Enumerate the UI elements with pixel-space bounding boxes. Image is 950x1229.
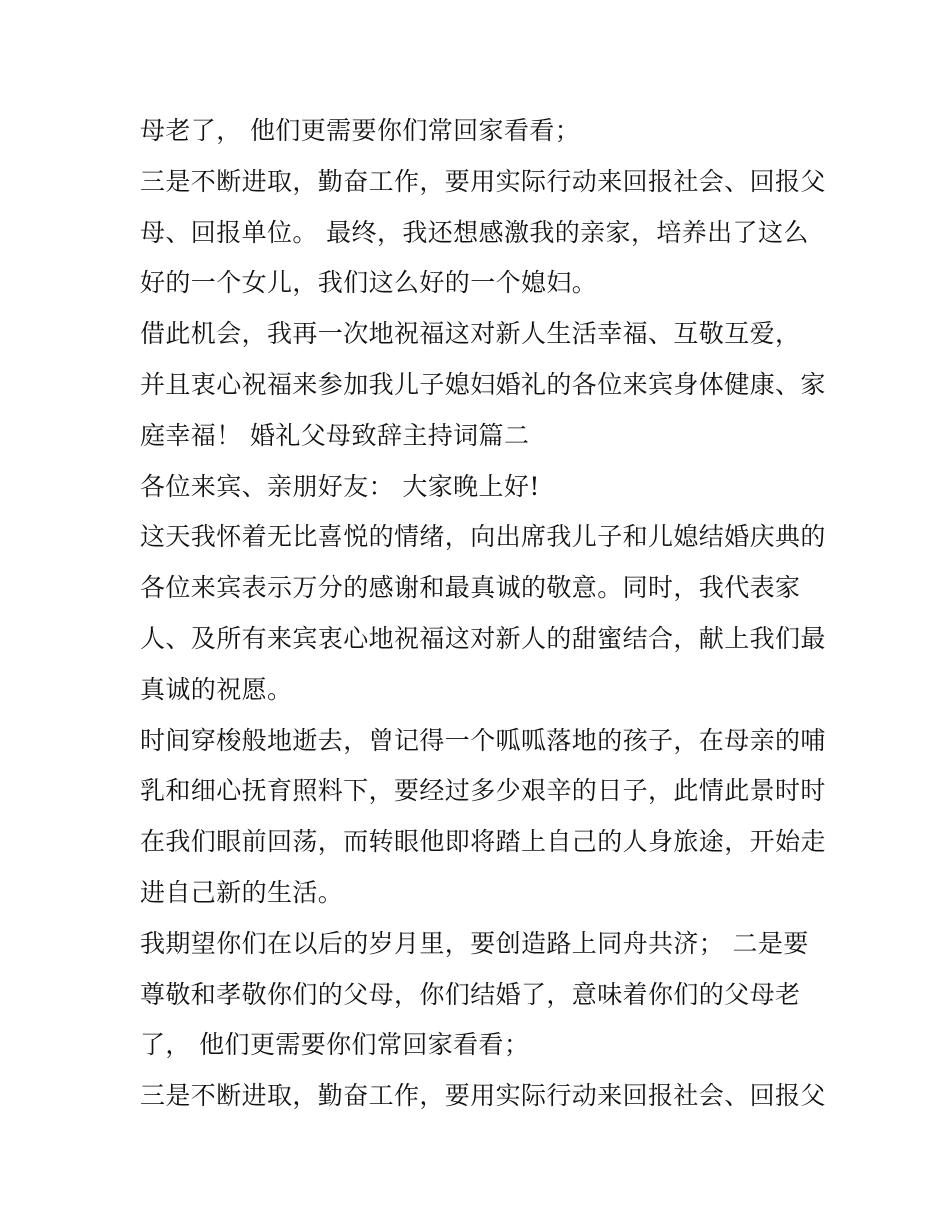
text-line: 人、及所有来宾衷心地祝福这对新人的甜蜜结合，献上我们最 xyxy=(140,623,826,653)
text-line: 进自己新的生活。 xyxy=(140,877,344,907)
text-line: 尊敬和孝敬你们的父母，你们结婚了，意味着你们的父母老 xyxy=(140,979,801,1009)
text-line: 这天我怀着无比喜悦的情绪，向出席我儿子和儿媳结婚庆典的 xyxy=(140,522,826,552)
text-line: 真诚的祝愿。 xyxy=(140,674,293,704)
text-line: 时间穿梭般地逝去，曾记得一个呱呱落地的孩子，在母亲的哺 xyxy=(140,725,826,755)
document-body xyxy=(140,106,826,1122)
text-line: 各位来宾、亲朋好友： 大家晚上好! xyxy=(140,471,540,501)
text-line: 我期望你们在以后的岁月里，要创造路上同舟共济； 二是要 xyxy=(140,928,809,958)
text-line: 母老了， 他们更需要你们常回家看看； xyxy=(140,116,581,145)
text-line: 了， 他们更需要你们常回家看看； xyxy=(140,1030,530,1060)
text-line: 各位来宾表示万分的感谢和最真诚的敬意。同时，我代表家 xyxy=(140,573,801,603)
text-line: 在我们眼前回荡，而转眼他即将踏上自己的人身旅途，开始走 xyxy=(140,827,826,857)
text-line: 借此机会，我再一次地祝福这对新人生活幸福、互敬互爱， xyxy=(140,319,801,349)
text-line: 庭幸福！ 婚礼父母致辞主持词篇二 xyxy=(140,420,530,450)
text-line: 好的一个女儿，我们这么好的一个媳妇。 xyxy=(140,268,598,298)
text-line: 三是不断进取，勤奋工作，要用实际行动来回报社会、回报父 xyxy=(140,1081,826,1111)
text-line: 三是不断进取，勤奋工作，要用实际行动来回报社会、回报父 xyxy=(140,166,826,196)
text-line: 并且衷心祝福来参加我儿子媳妇婚礼的各位来宾身体健康、家 xyxy=(140,369,826,399)
text-line: 母、回报单位。 最终，我还想感激我的亲家，培养出了这么 xyxy=(140,217,809,247)
text-line: 乳和细心抚育照料下，要经过多少艰辛的日子，此情此景时时 xyxy=(140,776,826,806)
